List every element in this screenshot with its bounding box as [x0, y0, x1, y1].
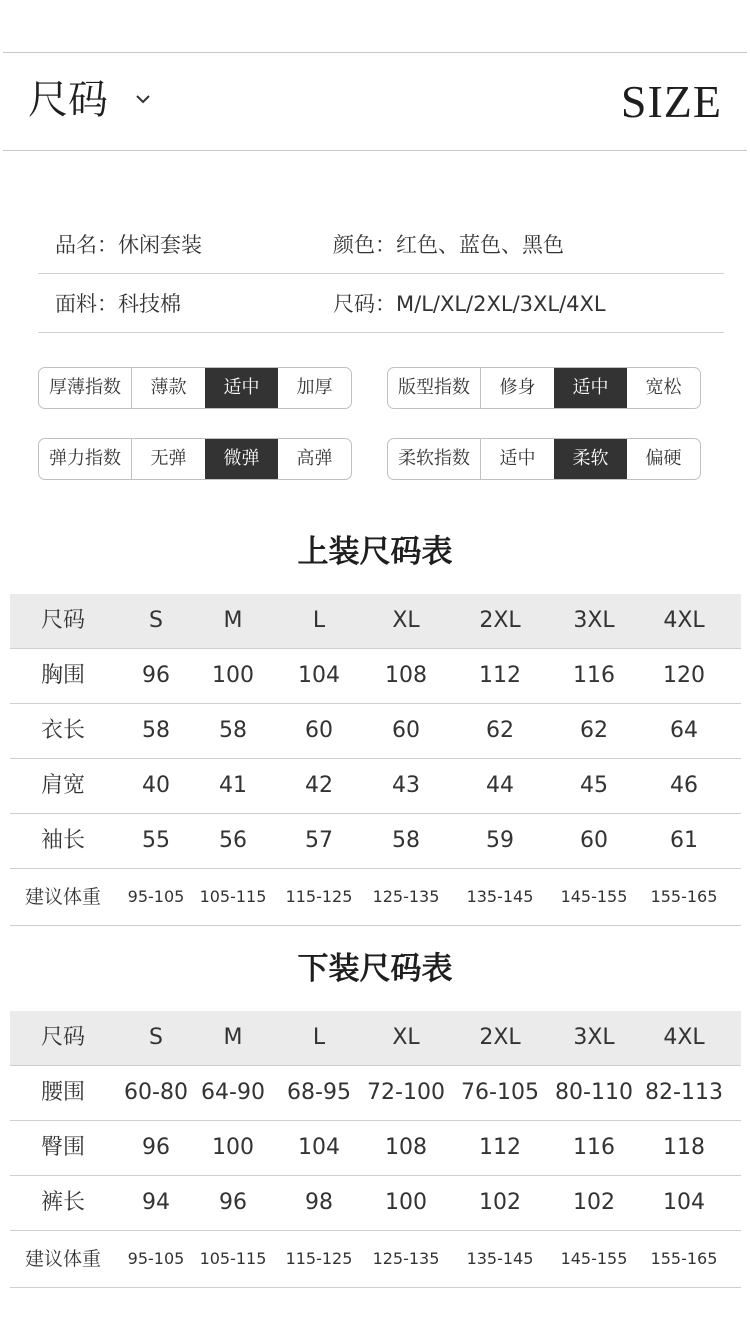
row-label-cell: 臀围: [40, 1135, 85, 1160]
table-cell: 116: [573, 663, 615, 688]
table-cell: 45: [580, 773, 608, 798]
table-cell: 60-80: [124, 1080, 188, 1105]
size-brand-text: SIZE: [620, 76, 722, 127]
table-cell: 62: [580, 718, 608, 743]
index-option[interactable]: 偏硬: [645, 448, 682, 469]
table-cell: 64-90: [201, 1080, 265, 1105]
table-cell: 59: [486, 828, 514, 853]
index-option[interactable]: 薄款: [150, 377, 187, 398]
table-cell: 125-135: [372, 1249, 440, 1268]
size-header-cell: XL: [392, 1025, 420, 1050]
top-divider: [3, 52, 747, 53]
table-cell: 58: [219, 718, 247, 743]
table-cell: 115-125: [285, 1249, 353, 1268]
row-label-cell: 尺码: [40, 1025, 85, 1050]
table-row: [10, 649, 741, 704]
index-option[interactable]: 无弹: [150, 448, 187, 469]
top-table-title: 上装尺码表: [297, 534, 453, 570]
row-label-cell: 建议体重: [24, 1248, 101, 1270]
table-cell: 62: [486, 718, 514, 743]
index-label: 弹力指数: [39, 439, 132, 479]
header-divider: [3, 150, 747, 151]
product-name: 品名：休闲套装: [55, 233, 202, 257]
table-row: [10, 1231, 741, 1288]
index-label: 厚薄指数: [39, 368, 132, 408]
info-divider: [38, 273, 724, 274]
index-option[interactable]: 高弹: [296, 448, 333, 469]
chevron-down-icon[interactable]: [132, 88, 154, 110]
table-cell: 155-165: [650, 1249, 718, 1268]
size-header-cell: L: [312, 608, 326, 633]
table-cell: 118: [663, 1135, 705, 1160]
table-cell: 100: [212, 1135, 254, 1160]
size-header-cell: S: [149, 608, 163, 633]
row-label-cell: 腰围: [40, 1080, 85, 1105]
size-header-cell: 2XL: [479, 608, 521, 633]
size-header-cell: 3XL: [573, 608, 615, 633]
fit-index: [387, 367, 701, 409]
elasticity-index: [38, 438, 352, 480]
table-cell: 105-115: [199, 1249, 267, 1268]
row-label-cell: 胸围: [40, 663, 85, 688]
thickness-index: [38, 367, 352, 409]
size-header-cell: M: [223, 608, 243, 633]
table-cell: 80-110: [555, 1080, 633, 1105]
index-label: 版型指数: [388, 368, 481, 408]
table-cell: 112: [479, 663, 521, 688]
table-cell: 58: [392, 828, 420, 853]
table-cell: 60: [392, 718, 420, 743]
table-cell: 120: [663, 663, 705, 688]
table-cell: 96: [142, 1135, 170, 1160]
table-cell: 135-145: [466, 1249, 534, 1268]
table-row: [10, 1121, 741, 1176]
table-cell: 125-135: [372, 887, 440, 906]
table-cell: 108: [385, 1135, 427, 1160]
index-option-selected[interactable]: 微弹: [205, 439, 278, 479]
product-sizes: 尺码：M/L/XL/2XL/3XL/4XL: [333, 292, 606, 316]
size-header-cell: XL: [392, 608, 420, 633]
table-cell: 104: [663, 1190, 705, 1215]
table-cell: 41: [219, 773, 247, 798]
table-cell: 46: [670, 773, 698, 798]
table-cell: 96: [142, 663, 170, 688]
table-cell: 155-165: [650, 887, 718, 906]
table-cell: 44: [486, 773, 514, 798]
index-option-selected[interactable]: 柔软: [554, 439, 627, 479]
table-cell: 60: [305, 718, 333, 743]
table-cell: 82-113: [645, 1080, 723, 1105]
table-cell: 104: [298, 1135, 340, 1160]
table-cell: 95-105: [127, 1249, 185, 1268]
table-cell: 95-105: [127, 887, 185, 906]
top-size-table: [10, 594, 741, 926]
table-cell: 102: [479, 1190, 521, 1215]
index-option-selected[interactable]: 适中: [205, 368, 278, 408]
product-color: 颜色：红色、蓝色、黑色: [333, 233, 564, 257]
index-option[interactable]: 宽松: [645, 377, 682, 398]
size-header-cell: 4XL: [663, 608, 705, 633]
table-cell: 104: [298, 663, 340, 688]
table-row: [10, 1176, 741, 1231]
table-cell: 116: [573, 1135, 615, 1160]
table-row: [10, 869, 741, 926]
row-label-cell: 肩宽: [40, 773, 85, 798]
info-divider: [38, 332, 724, 333]
size-header-cell: L: [312, 1025, 326, 1050]
table-cell: 100: [212, 663, 254, 688]
table-cell: 57: [305, 828, 333, 853]
table-cell: 42: [305, 773, 333, 798]
table-cell: 145-155: [560, 887, 628, 906]
table-row: [10, 814, 741, 869]
table-cell: 100: [385, 1190, 427, 1215]
product-fabric: 面料：科技棉: [55, 292, 181, 316]
index-option[interactable]: 加厚: [296, 377, 333, 398]
index-option[interactable]: 适中: [499, 448, 536, 469]
index-option-selected[interactable]: 适中: [554, 368, 627, 408]
row-label-cell: 衣长: [40, 718, 85, 743]
table-row: [10, 1066, 741, 1121]
table-cell: 108: [385, 663, 427, 688]
table-cell: 96: [219, 1190, 247, 1215]
size-header-cell: 2XL: [479, 1025, 521, 1050]
index-option[interactable]: 修身: [499, 377, 536, 398]
table-cell: 112: [479, 1135, 521, 1160]
row-label-cell: 建议体重: [24, 886, 101, 908]
table-cell: 56: [219, 828, 247, 853]
size-header-cell: S: [149, 1025, 163, 1050]
table-cell: 72-100: [367, 1080, 445, 1105]
size-header-cell: 3XL: [573, 1025, 615, 1050]
index-label: 柔软指数: [388, 439, 481, 479]
table-cell: 94: [142, 1190, 170, 1215]
table-header-row: [10, 594, 741, 649]
size-header-cell: M: [223, 1025, 243, 1050]
page-title: 尺码: [28, 77, 108, 123]
table-row: [10, 759, 741, 814]
row-label-cell: 袖长: [40, 828, 85, 853]
table-cell: 76-105: [461, 1080, 539, 1105]
table-header-row: [10, 1011, 741, 1066]
bottom-size-table: [10, 1011, 741, 1288]
table-cell: 145-155: [560, 1249, 628, 1268]
row-label-cell: 裤长: [40, 1190, 85, 1215]
table-row: [10, 704, 741, 759]
table-cell: 68-95: [287, 1080, 351, 1105]
table-cell: 43: [392, 773, 420, 798]
table-cell: 55: [142, 828, 170, 853]
table-cell: 135-145: [466, 887, 534, 906]
size-header-cell: 4XL: [663, 1025, 705, 1050]
table-cell: 115-125: [285, 887, 353, 906]
table-cell: 61: [670, 828, 698, 853]
softness-index: [387, 438, 701, 480]
table-cell: 64: [670, 718, 698, 743]
table-cell: 40: [142, 773, 170, 798]
table-cell: 105-115: [199, 887, 267, 906]
table-cell: 102: [573, 1190, 615, 1215]
bottom-table-title: 下装尺码表: [297, 951, 453, 987]
table-cell: 60: [580, 828, 608, 853]
table-cell: 58: [142, 718, 170, 743]
row-label-cell: 尺码: [40, 608, 85, 633]
table-cell: 98: [305, 1190, 333, 1215]
